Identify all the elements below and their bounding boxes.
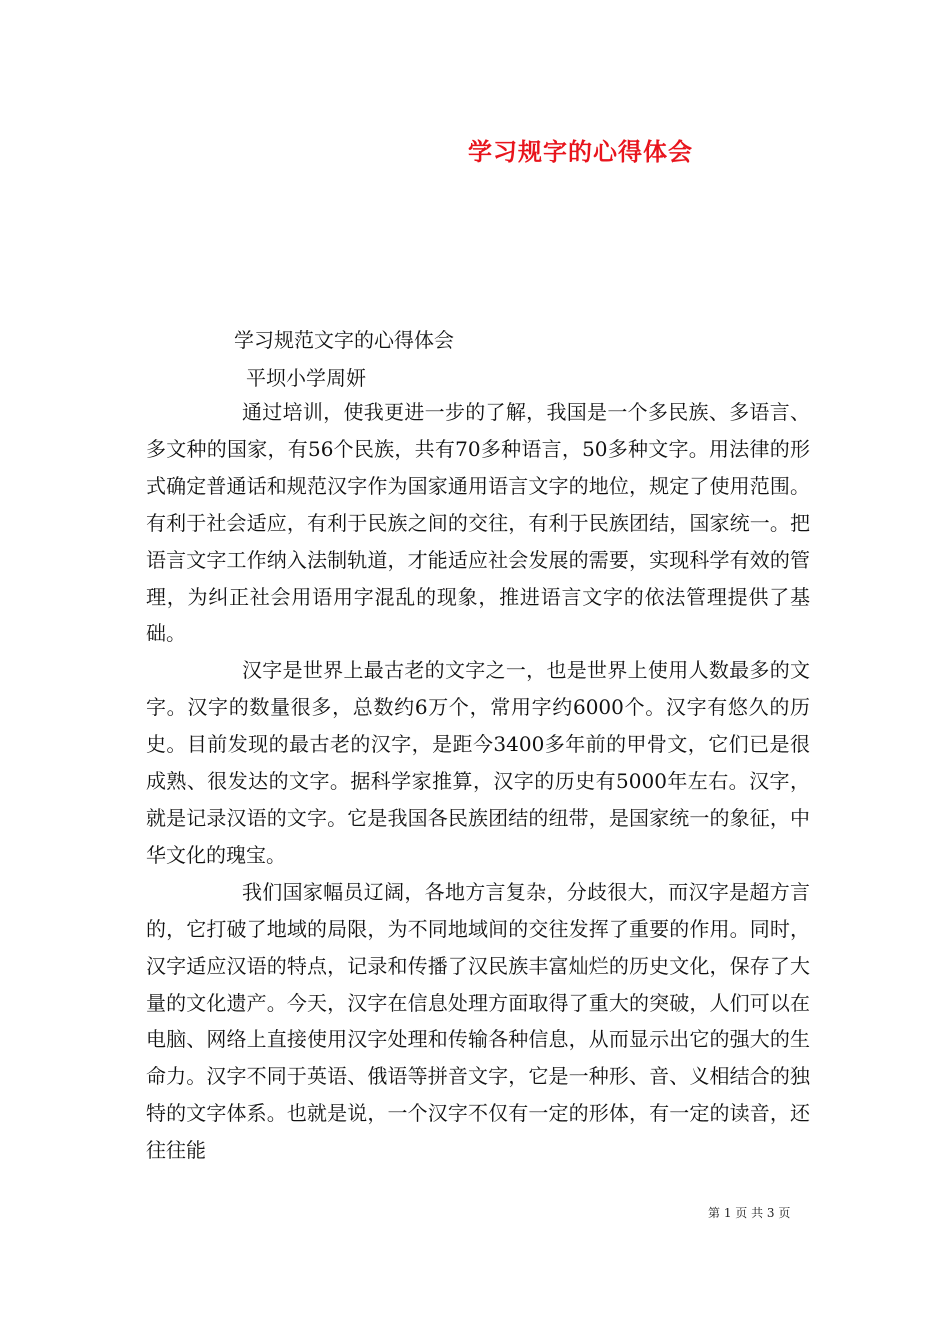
page-number-footer: 第 1 页 共 3 页 — [708, 1206, 791, 1220]
body-paragraph: 我们国家幅员辽阔，各地方言复杂，分歧很大，而汉字是超方言的，它打破了地域的局限，为不同地域间的交往发挥了重要的作用。同时，汉字适应汉语的特点，记录和传播了汉民族丰富灿烂的历史文化，保存了大量的文化遗产。今天，汉字在信息处理方面取得了重大的突破，人们可以在电脑、网络上直接使用汉字处理和传输各种信息，从而显示出它的强大的生命力。汉字不同于英语、俄语等拼音文字，它是一种形、音、义相结合的独特的文字体系。也就是说，一个汉字不仅有一定的形体，有一定的读音，还往往能 — [146, 879, 810, 1163]
document-subtitle: 学习规范文字的心得体会 — [234, 328, 454, 352]
document-body — [146, 394, 810, 1169]
document-title: 学习规字的心得体会 — [468, 137, 693, 166]
body-paragraph: 通过培训，使我更进一步的了解，我国是一个多民族、多语言、多文种的国家，有56个民族，共有70多种语言，50多种文字。用法律的形式确定普通话和规范汉字作为国家通用语言文字的地位，规定了使用范围。有利于社会适应，有利于民族之间的交往，有利于民族团结，国家统一。把语言文字工作纳入法制轨道，才能适应社会发展的需要，实现科学有效的管理，为纠正社会用语用字混乱的现象，推进语言文字的依法管理提供了基础。 — [146, 400, 810, 646]
document-author: 平坝小学周妍 — [246, 366, 366, 390]
body-paragraph: 汉字是世界上最古老的文字之一，也是世界上使用人数最多的文字。汉字的数量很多，总数约6万个，常用字约6000个。汉字有悠久的历史。目前发现的最古老的汉字，是距今3400多年前的甲骨文，它们已是很成熟、很发达的文字。据科学家推算，汉字的历史有5000年左右。汉字，就是记录汉语的文字。它是我国各民族团结的纽带，是国家统一的象征，中华文化的瑰宝。 — [146, 658, 810, 867]
